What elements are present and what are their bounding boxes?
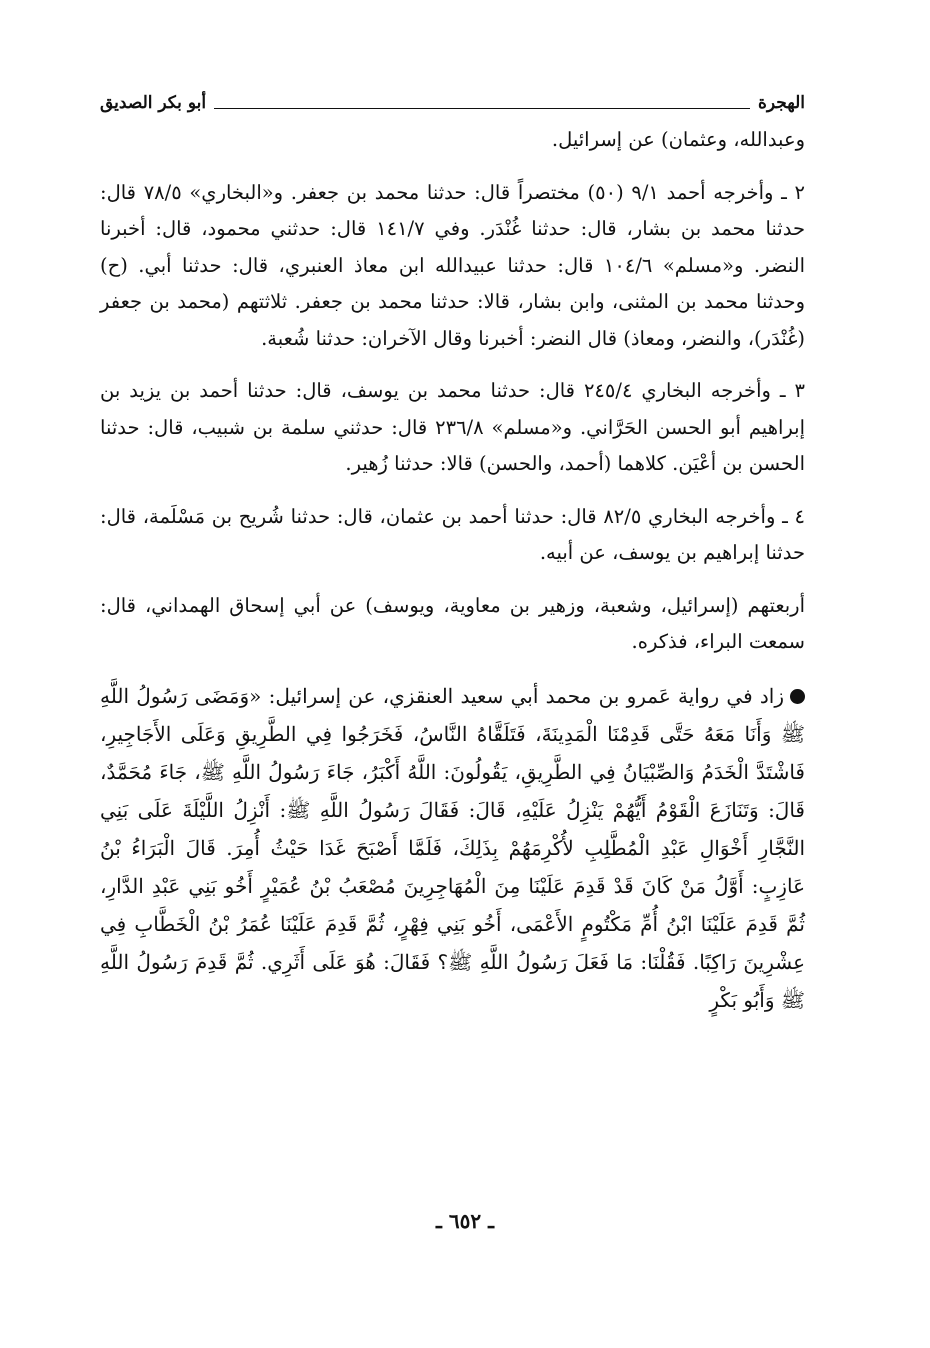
header-rule [214, 108, 750, 109]
paragraph-takhrij-2: ٢ ـ وأخرجه أحمد ٩/١ (٥٠) مختصراً قال: حدثنا محمد بن جعفر. و«البخاري» ٧٨/٥ قال: حدثنا محمد بن بشار، قال: حدثنا غُنْدَر. وفي ١٤١/٧ قال: حدثني محمود، قال: أخبرنا النضر. و«مسلم» ١٠٤/٦ قال: حدثنا عبيدالله ابن معاذ العنبري، قال: حدثنا أبي. (ح) وحدثنا محمد بن المثنى، وابن بشار، قالا: حدثنا محمد بن جعفر. ثلاثتهم (محمد بن جعفر (غُنْدَر)، والنضر، ومعاذ) قال النضر: أخبرنا وقال الآخران: حدثنا شُعبة. [100, 180, 805, 350]
hadith-intro: زاد في رواية عَمرو بن محمد أبي سعيد العنقزي، عن إسرائيل: [268, 683, 785, 708]
hadith-text: «وَمَضَى رَسُولُ اللَّهِ ﷺ وَأَنَا مَعَهُ حَتَّى قَدِمْنَا الْمَدِينَةَ، فَتَلَقَّاهُ النَّاسُ، فَخَرَجُوا فِي الطَّرِيقِ وَعَلَى الأَجَاجِيرِ، فَاشْتَدَّ الْخَدَمُ وَالصِّبْيَانُ فِي الطَّرِيقِ، يَقُولُونَ: اللَّهُ أَكْبَرُ، جَاءَ رَسُولُ اللَّهِ ﷺ، جَاءَ مُحَمَّدٌ، قَالَ: وَتَنَازَعَ الْقَوْمُ أَيُّهُمْ يَنْزِلُ عَلَيْهِ، قَالَ: فَقَالَ رَسُولُ اللَّهِ ﷺ: أَنْزِلُ اللَّيْلَةَ عَلَى بَنِي النَّجَّارِ أَخْوَالِ عَبْدِ الْمُطَّلِبِ لأُكْرِمَهُمْ بِذَلِكَ، فَلَمَّا أَصْبَحَ غَدَا حَيْثُ أُمِرَ. قَالَ الْبَرَاءُ بْنُ عَازِبٍ: أَوَّلُ مَنْ كَانَ قَدْ قَدِمَ عَلَيْنَا مِنَ الْمُهَاجِرِينَ مُصْعَبُ بْنُ عُمَيْرٍ أَخُو بَنِي عَبْدِ الدَّارِ، ثُمَّ قَدِمَ عَلَيْنَا ابْنُ أُمِّ مَكْتُومٍ الأَعْمَى، أَخُو بَنِي فِهْرٍ، ثُمَّ قَدِمَ عَلَيْنَا عُمَرُ بْنُ الْخَطَّابِ فِي عِشْرِينَ رَاكِبًا. فَقُلْنَا: مَا فَعَلَ رَسُولُ اللَّهِ ﷺ؟ فَقَالَ: هُوَ عَلَى أَثَرِي. ثُمَّ قَدِمَ رَسُولُ اللَّهِ ﷺ وَأَبُو بَكْرٍ [100, 683, 805, 1012]
page-number: ـ ٦٥٢ ـ [436, 1209, 494, 1233]
paragraph-takhrij-3: ٣ ـ وأخرجه البخاري ٢٤٥/٤ قال: حدثنا محمد بن يوسف، قال: حدثنا أحمد بن يزيد بن إبراهيم أبو الحسن الحَرَّاني. و«مسلم» ٢٣٦/٨ قال: حدثني سلمة بن شبيب، قال: حدثنا الحسن بن أعْيَن. كلاهما (أحمد، والحسن) قالا: حدثنا زُهير. [100, 379, 805, 475]
chapter-title: الهجرة [758, 93, 805, 113]
paragraph-takhrij-4: ٤ ـ وأخرجه البخاري ٨٢/٥ قال: حدثنا أحمد بن عثمان، قال: حدثنا شُريح بن مَسْلَمة، قال: حدثنا إبراهيم بن يوسف، عن أبيه. [100, 504, 805, 564]
running-header [100, 84, 805, 114]
page-body [100, 122, 805, 1019]
book-title: أبو بكر الصديق [100, 93, 207, 113]
bullet-icon [790, 689, 805, 704]
paragraph-continuation: وعبدالله، وعثمان) عن إسرائيل. [551, 128, 805, 151]
paragraph-summary: أربعتهم (إسرائيل، وشعبة، وزهير بن معاوية، ويوسف) عن أبي إسحاق الهمداني، قال: سمعت البراء، فذكره. [100, 593, 805, 653]
hadith-paragraph [100, 677, 805, 1019]
